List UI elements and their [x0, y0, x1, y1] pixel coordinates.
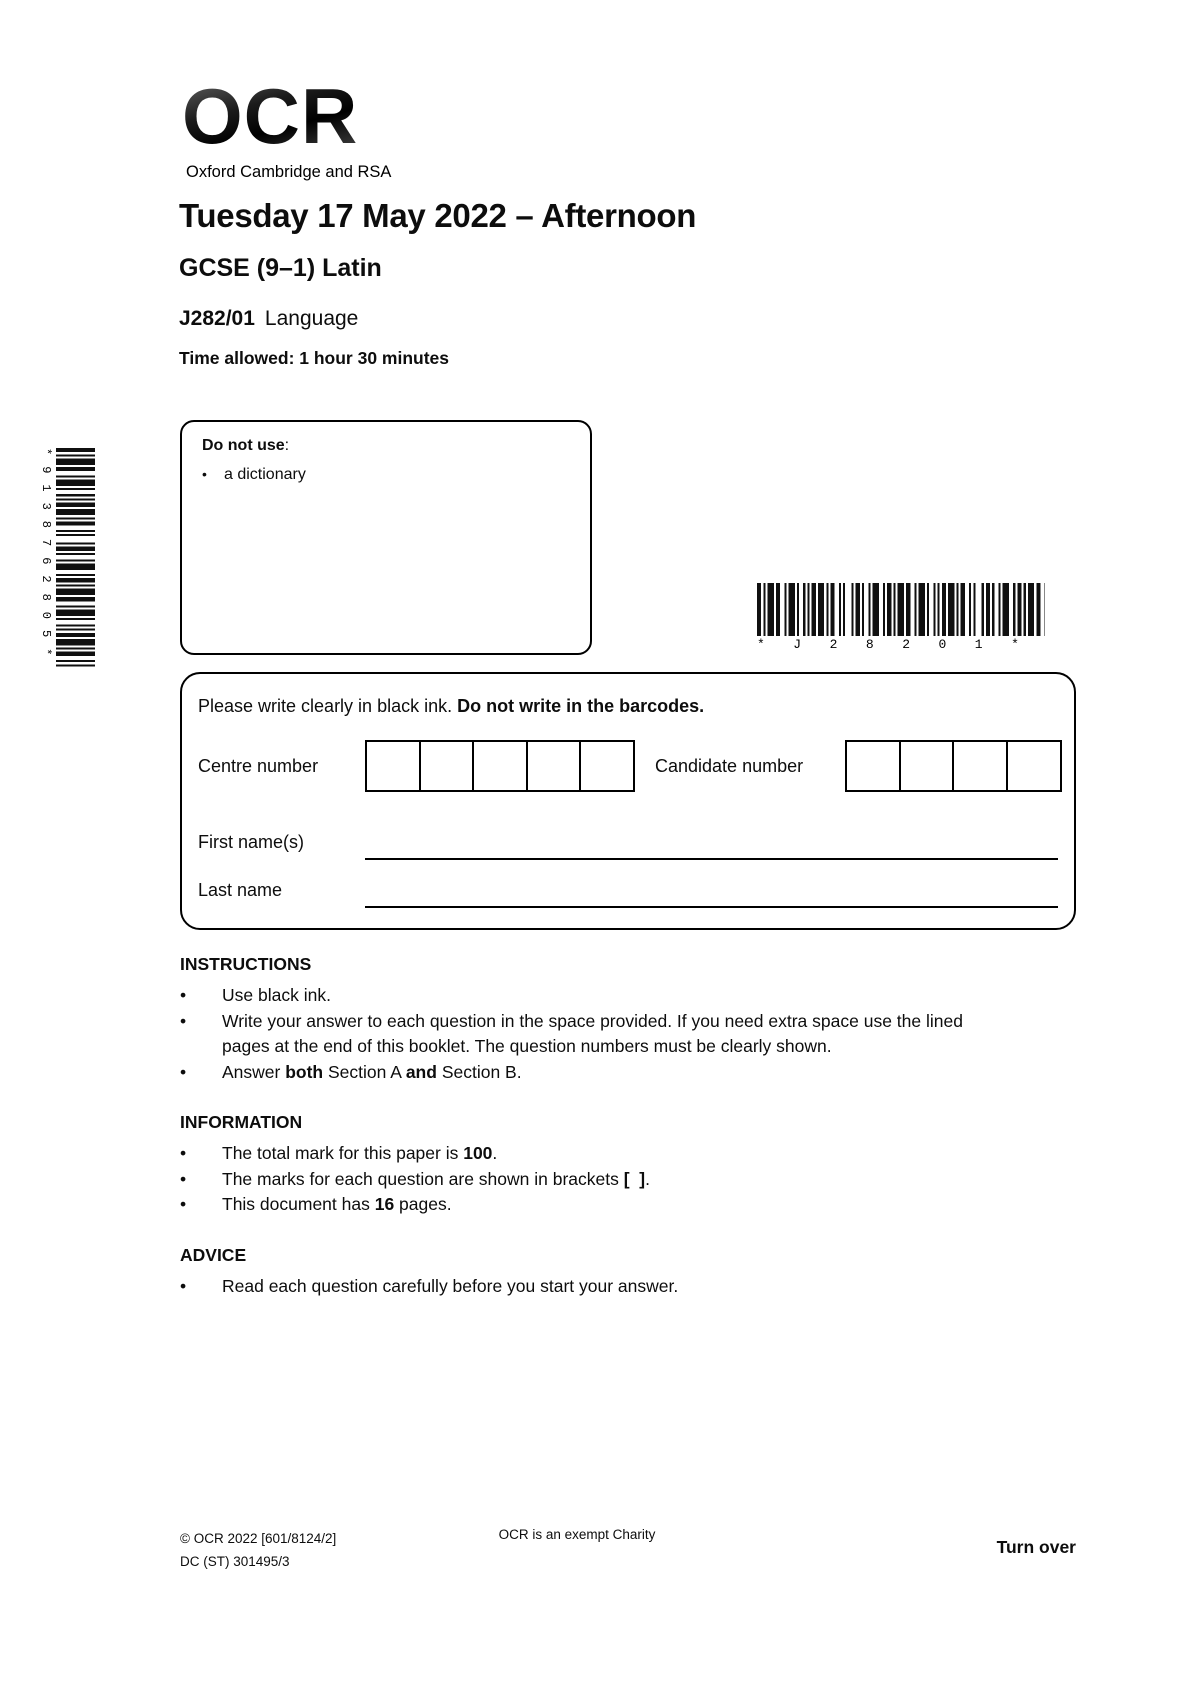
centre-number-label: Centre number — [198, 755, 319, 776]
bullet-text: This document has 16 pages. — [222, 1194, 452, 1214]
centre-number-cell[interactable] — [419, 740, 475, 792]
centre-number-cell[interactable] — [526, 740, 582, 792]
bullet-item — [180, 1060, 1012, 1086]
ocr-logo: OCR — [182, 72, 359, 160]
bullet-item — [180, 1274, 1012, 1300]
do-not-use-list — [202, 462, 570, 488]
bullet-dot: • — [180, 1275, 187, 1296]
bullet-item — [180, 1167, 1012, 1193]
vertical-barcode — [56, 448, 95, 672]
advice-list — [180, 1274, 1012, 1300]
information-list — [180, 1141, 1012, 1218]
centre-number-cell[interactable] — [579, 740, 635, 792]
bullet-text: The marks for each question are shown in brackets [ ]. — [222, 1168, 650, 1189]
vertical-barcode-label: *9138762805* — [39, 448, 53, 667]
bullet-text: Read each question carefully before you start your answer. — [222, 1275, 679, 1296]
exam-date-title: Tuesday 17 May 2022 – Afternoon — [179, 197, 697, 234]
last-name-label: Last name — [198, 880, 283, 900]
centre-number-cell[interactable] — [472, 740, 528, 792]
centre-number-cell[interactable] — [365, 740, 421, 792]
do-not-use-box — [180, 420, 592, 655]
bullet-dot: • — [180, 1194, 187, 1214]
candidate-box-instruction: Please write clearly in black ink. Do not write in the barcodes. — [198, 696, 705, 716]
candidate-number-cell[interactable] — [845, 740, 901, 792]
last-name-input-line[interactable] — [365, 906, 1058, 908]
bullet-text: Use black ink. — [222, 985, 331, 1005]
qualification-title: GCSE (9–1) Latin — [179, 254, 382, 282]
paper-subject: Language — [264, 307, 359, 330]
paper-code-line — [179, 307, 358, 331]
candidate-number-cell[interactable] — [952, 740, 1008, 792]
bullet-item — [180, 1192, 1012, 1218]
horizontal-barcode — [757, 583, 1045, 636]
footer-imprint — [180, 1527, 336, 1573]
candidate-number-label: Candidate number — [655, 755, 804, 776]
advice-heading: ADVICE — [180, 1244, 247, 1265]
bullet-text: Answer both Section A and Section B. — [222, 1061, 522, 1082]
ocr-logo-tagline: Oxford Cambridge and RSA — [186, 163, 392, 181]
front-page-sections — [180, 951, 1012, 1299]
bullet-item — [180, 983, 1012, 1009]
candidate-number-cell[interactable] — [1006, 740, 1062, 792]
bullet-item — [202, 462, 570, 488]
bullet-dot: • — [180, 1168, 187, 1189]
section-advice — [180, 1242, 1012, 1300]
section-instructions — [180, 951, 1012, 1085]
instructions-list — [180, 983, 1012, 1085]
bullet-dot: • — [180, 1010, 187, 1031]
bullet-dot: • — [180, 985, 187, 1005]
instructions-heading: INSTRUCTIONS — [180, 954, 312, 974]
footer-charity-note: OCR is an exempt Charity — [498, 1527, 656, 1542]
centre-number-cells[interactable] — [365, 740, 635, 792]
candidate-number-cell[interactable] — [899, 740, 955, 792]
bullet-dot: • — [202, 466, 207, 482]
time-allowed: Time allowed: 1 hour 30 minutes — [179, 348, 450, 368]
footer-dc-code: DC (ST) 301495/3 — [180, 1554, 290, 1569]
first-name-input-line[interactable] — [365, 858, 1058, 860]
paper-code: J282/01 — [179, 307, 255, 330]
horizontal-barcode-label: *J28201* — [757, 637, 1048, 652]
turn-over-label: Turn over — [996, 1537, 1076, 1557]
bullet-dot: • — [180, 1061, 187, 1082]
bullet-text: Write your answer to each question in the space provided. If you need extra space use the lined pages at the end of this booklet. The question numbers must be clearly shown. — [222, 1010, 963, 1056]
bullet-dot: • — [180, 1143, 187, 1163]
first-name-label: First name(s) — [198, 832, 305, 852]
bullet-item — [180, 1141, 1012, 1167]
do-not-use-heading: Do not use: — [202, 437, 290, 454]
bullet-item — [180, 1009, 1012, 1060]
candidate-number-cells[interactable] — [845, 740, 1062, 792]
bullet-text: a dictionary — [224, 466, 306, 483]
footer-copyright: © OCR 2022 [601/8124/2] — [180, 1531, 337, 1546]
information-heading: INFORMATION — [180, 1112, 303, 1132]
section-information — [180, 1109, 1012, 1218]
bullet-text: The total mark for this paper is 100. — [222, 1143, 498, 1163]
